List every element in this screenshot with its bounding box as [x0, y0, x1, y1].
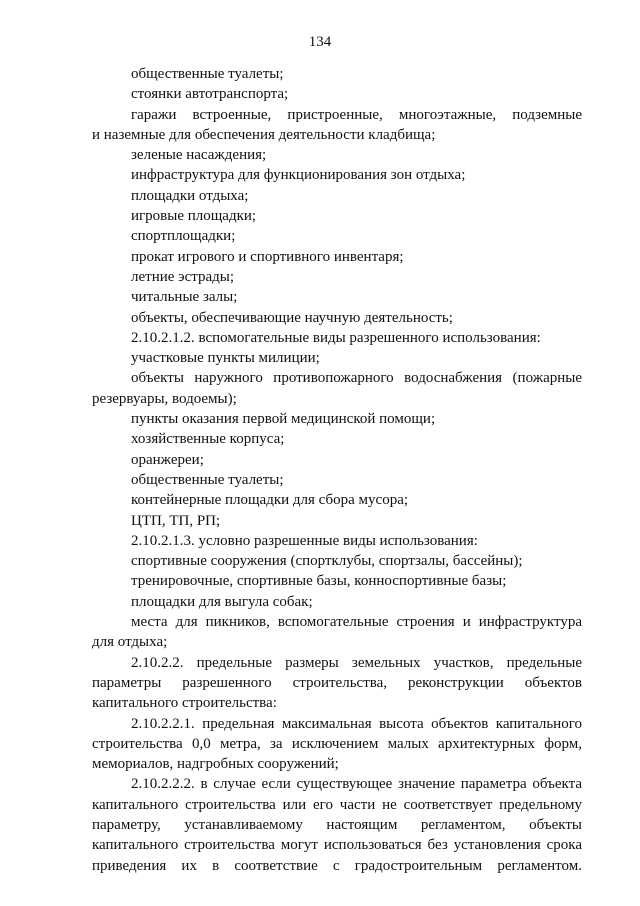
text-line: инфраструктура для функционирования зон отдыха; — [131, 167, 466, 184]
text-line: площадки для выгула собак; — [131, 593, 313, 610]
body-text — [92, 64, 582, 876]
text-line: площадки отдыха; — [131, 187, 249, 204]
text-line: ЦТП, ТП, РП; — [131, 512, 221, 529]
text-line: оранжереи; — [131, 451, 204, 468]
text-line: 2.10.2.2. предельные размеры земельных участков, предельные — [131, 654, 582, 671]
text-line: объекты наружного противопожарного водоснабжения (пожарные — [131, 370, 582, 387]
text-line: пункты оказания первой медицинской помощи; — [131, 411, 436, 428]
text-line: общественные туалеты; — [131, 66, 284, 82]
text-line: летние эстрады; — [131, 268, 235, 285]
text-line: контейнерные площадки для сбора мусора; — [131, 492, 409, 509]
text-line: места для пикников, вспомогательные строения и инфраструктура — [131, 614, 582, 631]
text-line: спортивные сооружения (спортклубы, спортзалы, бассейны); — [131, 553, 523, 570]
text-line: гаражи встроенные, пристроенные, многоэтажные, подземные — [131, 106, 582, 123]
text-line: общественные туалеты; — [131, 471, 284, 488]
text-line: тренировочные, спортивные базы, конноспортивные базы; — [131, 573, 507, 590]
text-line: спортплощадки; — [131, 228, 236, 245]
text-line: объекты, обеспечивающие научную деятельность; — [131, 309, 453, 326]
text-line: резервуары, водоемы); — [92, 390, 237, 407]
text-line: капитального строительства могут использоваться без установления срока — [92, 837, 582, 854]
text-line: капитального строительства или его части не соответствует предельному — [92, 796, 582, 813]
text-line: и наземные для обеспечения деятельности кладбища; — [92, 126, 436, 143]
text-line: хозяйственные корпуса; — [131, 431, 285, 448]
text-line: для отдыха; — [92, 634, 168, 651]
text-line: 2.10.2.2.1. предельная максимальная высота объектов капитального — [131, 715, 582, 732]
text-line: 2.10.2.1.3. условно разрешенные виды использования: — [131, 532, 478, 549]
text-line: мемориалов, надгробных сооружений; — [92, 756, 339, 773]
text-line: игровые площадки; — [131, 208, 257, 225]
text-line: приведения их в соответствие с градостроительным регламентом. — [92, 857, 582, 874]
text-line: капитального строительства: — [92, 695, 277, 712]
text-line: параметру, устанавливаемому настоящим регламентом, объекты — [92, 816, 582, 833]
text-line: параметры разрешенного строительства, реконструкции объектов — [92, 674, 582, 691]
text-line: строительства 0,0 метра, за исключением малых архитектурных форм, — [92, 735, 582, 752]
text-line: читальные залы; — [131, 289, 238, 306]
text-line: прокат игрового и спортивного инвентаря; — [131, 248, 404, 265]
text-line: стоянки автотранспорта; — [131, 86, 289, 103]
text-line: 2.10.2.2.2. в случае если существующее значение параметра объекта — [131, 776, 582, 793]
text-line: зеленые насаждения; — [131, 147, 267, 164]
text-line: участковые пункты милиции; — [131, 350, 320, 367]
text-line: 2.10.2.1.2. вспомогательные виды разрешенного использования: — [131, 329, 541, 346]
page-number: 134 — [308, 34, 332, 50]
